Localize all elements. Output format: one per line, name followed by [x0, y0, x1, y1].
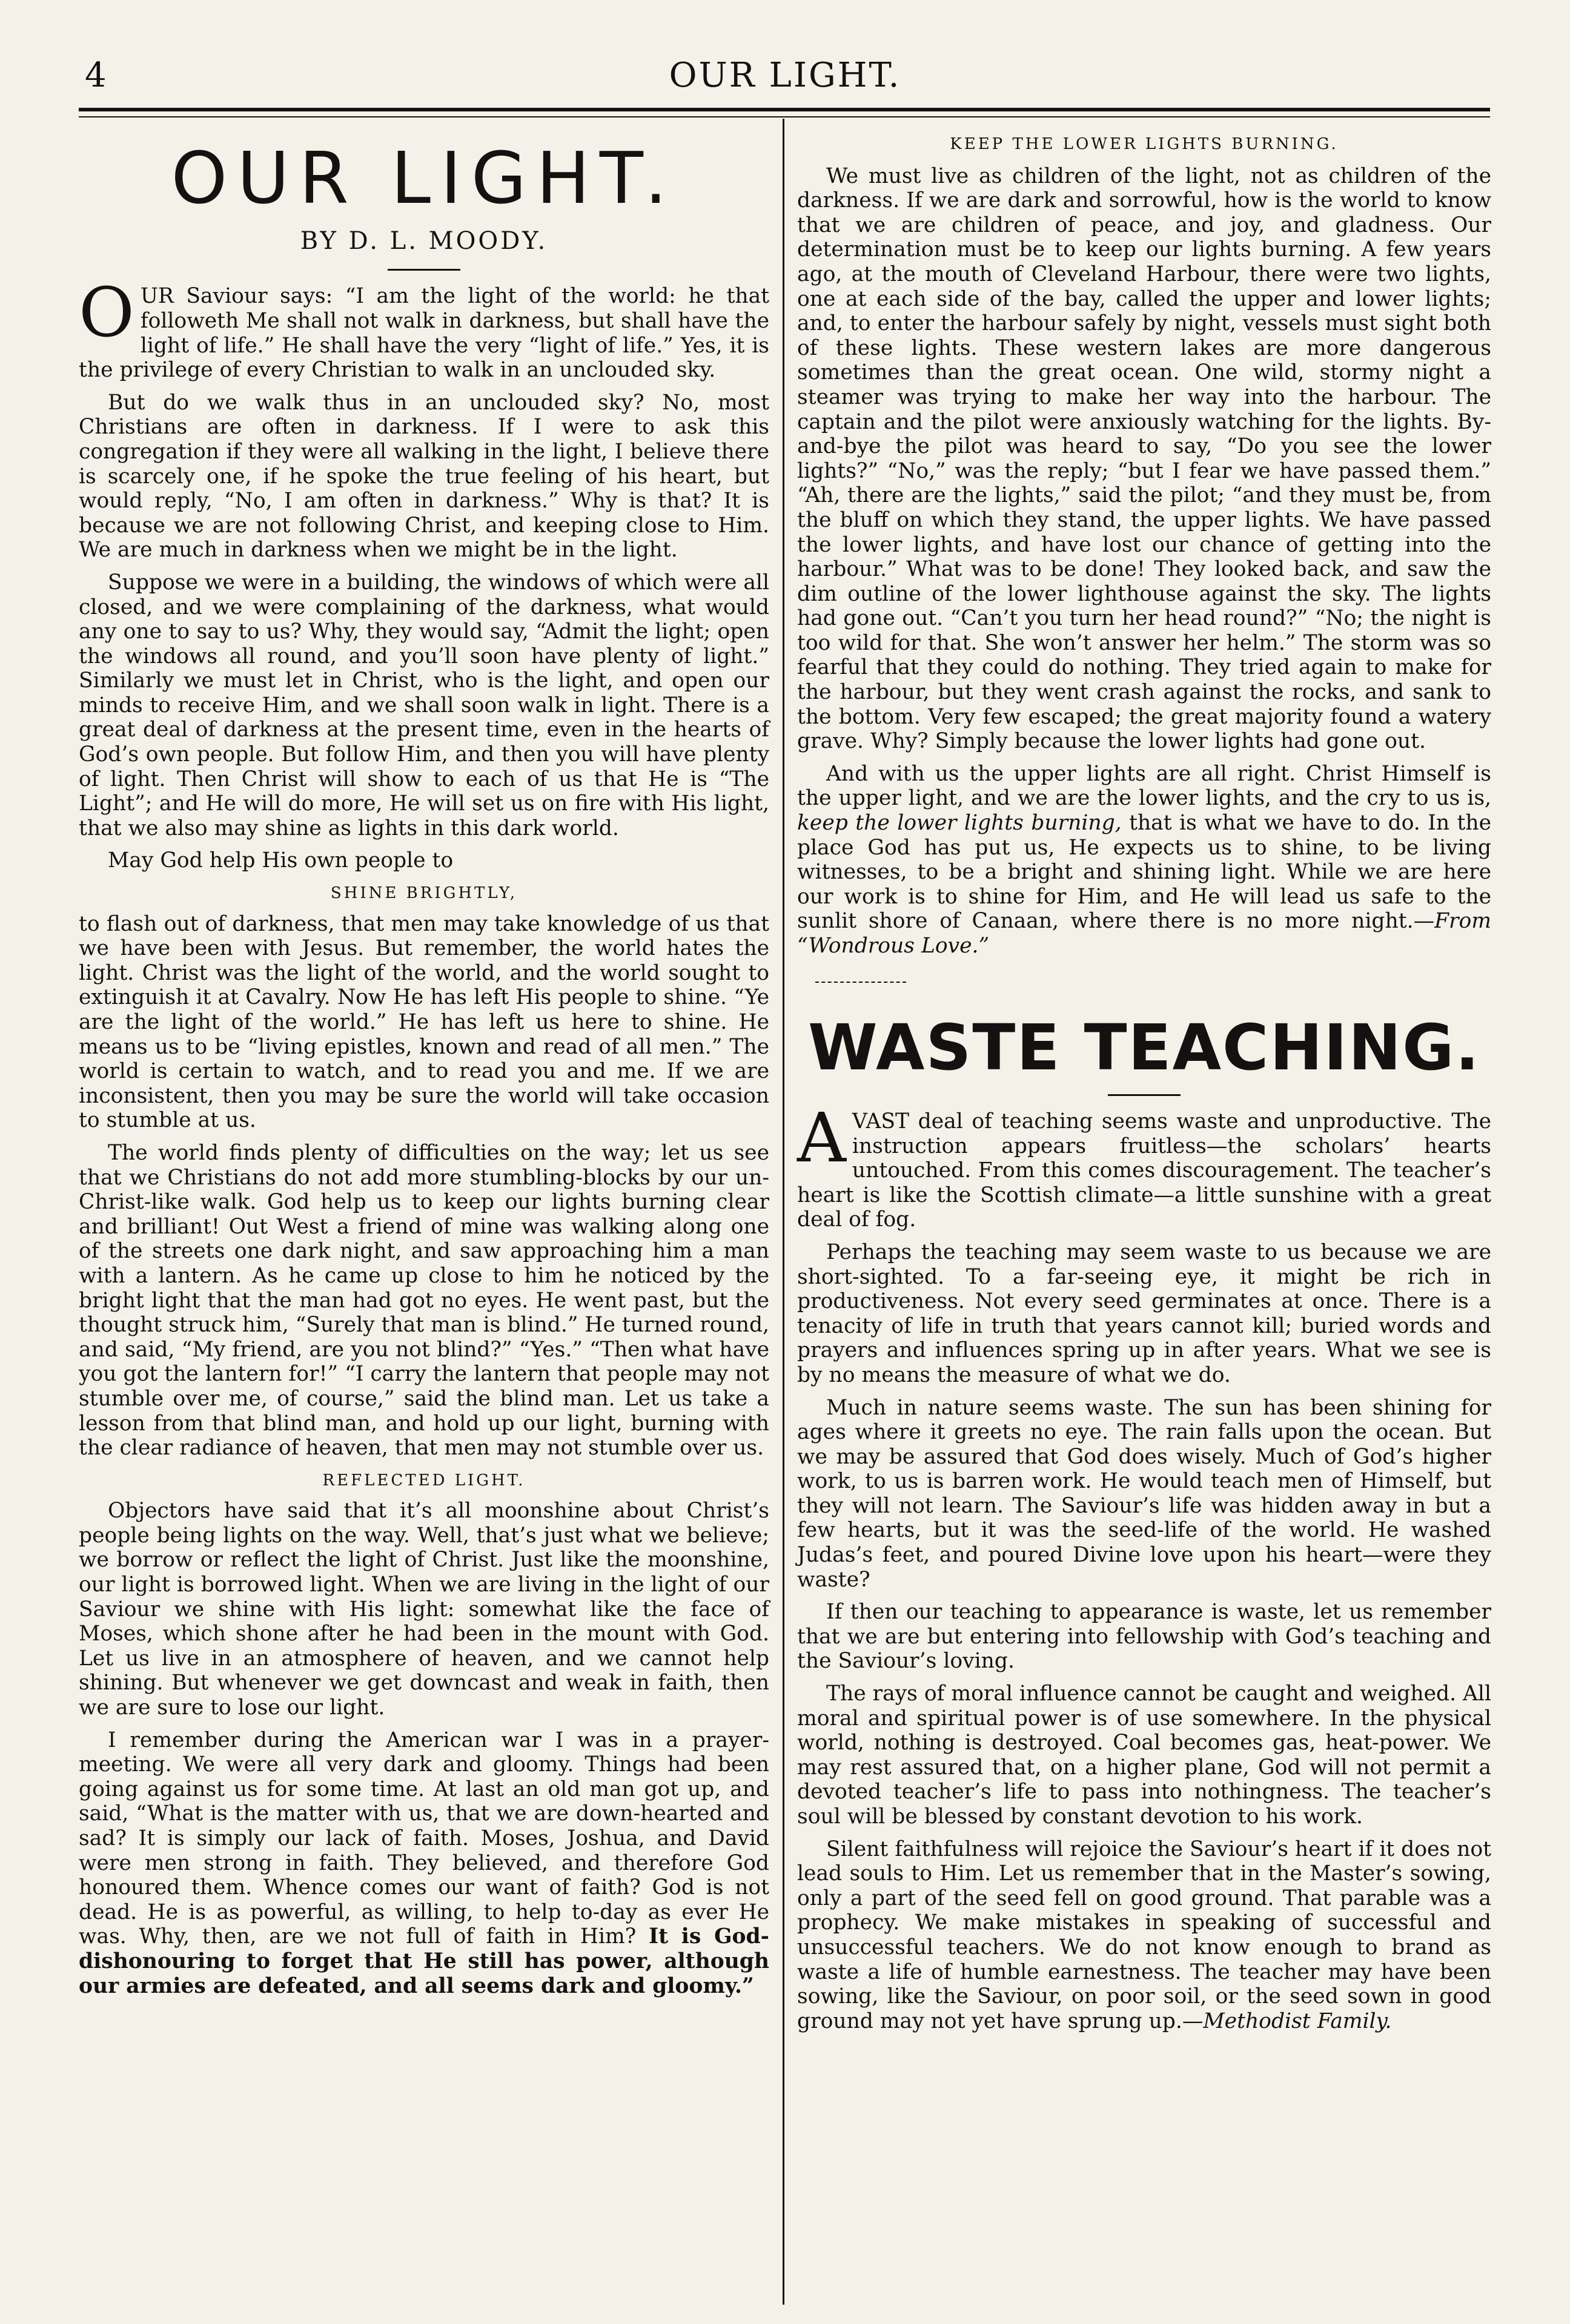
paragraph: Objectors have said that it’s all moonshine about Christ’s people being lights on the way. Well, that’s just what we believe; we borrow or reflect the light of Christ. Just like the moonshine, our light is borrowed light. When we are living in the light of our Saviour we shine with His light: somewhat like the face of Moses, which shone after he had been in the mount with God. Let us live in an atmosphere of heaven, and we cannot help shining. But whenever we get downcast and weak in faith, then we are sure to lose our light.: [79, 1499, 769, 1720]
paragraph: May God help His own people to: [108, 848, 454, 873]
paragraph: A VAST deal of teaching seems waste and unproductive. The instruction appears fruitless—the scholars’ hearts untouched. From this comes discouragement. The teacher’s heart is like the Scottish climate—a little sunshine with a great deal of fog.: [797, 1098, 1491, 1232]
byline: BY D. L. MOODY.: [300, 226, 548, 255]
paragraph: Perhaps the teaching may seem waste to us because we are short-sighted. To a far-seeing eye, it might be rich in productiveness. Not every seed germinates at once. There is a tenacity of life in truth that years cannot kill; buried words and prayers and influences spring up in after years. What we see is by no means the measure of what we do.: [797, 1240, 1491, 1387]
article-title-waste-teaching: WASTE TEACHING.: [807, 1010, 1481, 1084]
header-rule-thin: [79, 116, 1490, 117]
paragraph: But do we walk thus in an unclouded sky? No, most Christians are often in darkness. If I were to ask this congregation if they were all walking in the light, I believe there is scarcely one, if he spoke the true feeling of his heart, but would reply, “No, I am often in darkness.” Why is that? It is because we are not following Christ, and keeping close to Him. We are much in darkness when we might be in the light.: [79, 390, 769, 563]
paragraph: OUR Saviour says: “I am the light of the world: he that followeth Me shall not walk in darkness, but shall have the light of life.” He shall have the very “light of life.” Yes, it is the privilege of every Christian to walk in an unclouded sky.: [79, 274, 769, 383]
running-title: OUR LIGHT.: [669, 56, 901, 95]
subheading-keep-lower-lights: KEEP THE LOWER LIGHTS BURNING.: [950, 135, 1339, 153]
paragraph: And with us the upper lights are all right. Christ Himself is the upper light, and we are the lower lights, and the cry to us is, keep the lower lights burning, that is what we have to do. In the place God has put us, He expects us to shine, to be living witnesses, to be a bright and shining light. While we are here our work is to shine for Him, and He will lead us safe to the sunlit shore of Canaan, where there is no more night.—From “Wondrous Love.”: [797, 761, 1491, 958]
left-column: [79, 127, 769, 2006]
page-number: 4: [85, 56, 107, 95]
paragraph: The rays of moral influence cannot be caught and weighed. All moral and spiritual power is of use somewhere. In the physical world, nothing is destroyed. Coal becomes gas, heat-power. We may rest assured that, on a higher plane, God will not permit a devoted teacher’s life to pass into nothingness. The teacher’s soul will be blessed by constant devotion to his work.: [797, 1682, 1491, 1829]
article-separator: [815, 982, 906, 983]
subheading-shine-brightly: SHINE BRIGHTLY,: [330, 884, 518, 903]
paragraph: If then our teaching to appearance is waste, let us remember that we are but entering into fellowship with God’s teaching and the Saviour’s loving.: [797, 1600, 1491, 1674]
right-column: [797, 127, 1491, 2041]
paragraph: Much in nature seems waste. The sun has been shining for ages where it greets no eye. The rain falls upon the ocean. But we may be assured that God does wisely. Much of God’s higher work, to us is barren work. He would teach men of Himself, but they will not learn. The Saviour’s life was hidden away in but a few hearts, but it was the seed-life of the world. He washed Judas’s feet, and poured Divine love upon his heart—were they waste?: [797, 1395, 1491, 1592]
drop-cap: O: [79, 274, 134, 353]
paragraph: Suppose we were in a building, the windows of which were all closed, and we were complaining of the darkness, what would any one to say to us? Why, they would say, “Admit the light; open the windows all round, and you’ll soon have plenty of light.” Similarly we must let in Christ, who is the light, and open our minds to receive Him, and we shall soon walk in light. There is a great deal of darkness at the present time, even in the hearts of God’s own people. But follow Him, and then you will have plenty of light. Then Christ will show to each of us that He is “The Light”; and He will do more, He will set us on fire with His light, that we also may shine as lights in this dark world.: [79, 570, 769, 840]
paragraph: The world finds plenty of difficulties on the way; let us see that we Christians do not add more stumbling-blocks by our un-Christ-like walk. God help us to keep our lights burning clear and brilliant! Out West a friend of mine was walking along one of the streets one dark night, and saw approaching him a man with a lantern. As he came up close to him he noticed by the bright light that the man had got no eyes. He went past, but the thought struck him, “Surely that man is blind.” He turned round, and said, “My friend, are you not blind?” “Yes.” “Then what have you got the lantern for!” “I carry the lantern that people may not stumble over me, of course,” said the blind man. Let us take a lesson from that blind man, and hold up our light, burning with the clear radiance of heaven, that men may not stumble over us.: [79, 1140, 769, 1461]
title-rule: [1108, 1094, 1181, 1096]
column-divider: [783, 119, 784, 2305]
article-title-our-light: OUR LIGHT.: [171, 136, 677, 220]
header-rule: [79, 108, 1490, 111]
paragraph: We must live as children of the light, not as children of the darkness. If we are dark and sorrowful, how is the world to know that we are children of peace, and joy, and gladness. Our determination must be to keep our lights burning. A few years ago, at the mouth of Cleveland Harbour, there were two lights, one at each side of the bay, called the upper and lower lights; and, to enter the harbour safely by night, vessels must sight both of these lights. These western lakes are more dangerous sometimes than the great ocean. One wild, stormy night a steamer was trying to make her way into the harbour. The captain and the pilot were anxiously watching for the lights. By-and-bye the pilot was heard to say, “Do you see the lower lights?” “No,” was the reply; “but I fear we have passed them.” “Ah, there are the lights,” said the pilot; “and they must be, from the bluff on which they stand, the upper lights. We have passed the lower lights, and have lost our chance of getting into the harbour.” What was to be done! They looked back, and saw the dim outline of the lower lighthouse against the sky. The lights had gone out. “Can’t you turn her head round?” “No; the night is too wild for that. She won’t answer her helm.” The storm was so fearful that they could do nothing. They tried again to make for the harbour, but they went crash against the rocks, and sank to the bottom. Very few escaped; the great majority found a watery grave. Why? Simply because the lower lights had gone out.: [797, 163, 1491, 754]
paragraph: I remember during the American war I was in a prayer-meeting. We were all very dark and gloomy. Things had been going against us for some time. At last an old man got up, and said, “What is the matter with us, that we are down-hearted and sad? It is simply our lack of faith. Moses, Joshua, and David were men strong in faith. They believed, and therefore God honoured them. Whence comes our want of faith? God is not dead. He is as powerful, as willing, to help to-day as ever He was. Why, then, are we not full of faith in Him? It is God-dishonouring to forget that He still has power, although our armies are defeated, and all seems dark and gloomy.”: [79, 1728, 770, 1998]
subheading-reflected-light: REFLECTED LIGHT.: [322, 1471, 526, 1490]
paragraph: Silent faithfulness will rejoice the Saviour’s heart if it does not lead souls to Him. Let us remember that in the Master’s sowing, only a part of the seed fell on good ground. That parable was a prophecy. We make mistakes in speaking of successful and unsuccessful teachers. We do not know enough to brand as waste a life of humble earnestness. The teacher may have been sowing, like the Saviour, on poor soil, or the seed sown in good ground may not yet have sprung up.—Methodist Family.: [797, 1837, 1491, 2033]
drop-cap: A: [797, 1098, 846, 1178]
byline-rule: [388, 269, 460, 271]
paragraph: to flash out of darkness, that men may take knowledge of us that we have been with Jesus. But remember, the world hates the light. Christ was the light of the world, and the world sought to extinguish it at Cavalry. Now He has left His people to shine. “Ye are the light of the world.” He has left us here to shine. He means us to be “living epistles, known and read of all men.” The world is certain to watch, and to read you and me. If we are inconsistent, then you may be sure the world will take occasion to stumble at us.: [79, 911, 769, 1133]
